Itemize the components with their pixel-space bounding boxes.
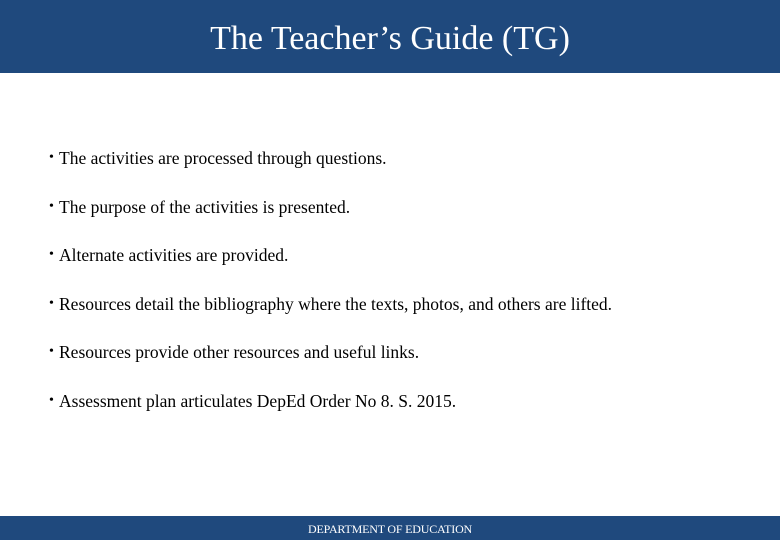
slide-title: The Teacher’s Guide (TG) [210,19,570,57]
bullet-dot-icon: • [49,247,54,262]
bullet-item-6 [49,389,612,438]
bullet-item-3 [49,243,612,292]
footer-bar [0,516,780,540]
bullet-dot-icon: • [49,392,54,408]
bullet-item-1 [49,146,612,195]
bullet-dot-icon: • [49,198,54,214]
bullet-list [49,146,612,437]
bullet-text: The activities are processed through questions. [59,148,387,168]
bullet-item-2 [49,195,612,244]
bullet-text: Assessment plan articulates DepEd Order No 8. S. 2015. [59,390,457,411]
bullet-text: The purpose of the activities is presented. [59,196,351,217]
bullet-text: Resources detail the bibliography where the texts, photos, and others are lifted. [59,293,613,314]
bullet-text: Resources provide other resources and useful links. [59,342,420,362]
bullet-dot-icon: • [49,344,54,359]
title-bar [0,0,780,73]
bullet-item-5 [49,340,612,389]
bullet-item-4 [49,292,612,341]
footer-text: DEPARTMENT OF EDUCATION [307,521,473,536]
bullet-dot-icon: • [49,295,54,311]
bullet-text: Alternate activities are provided. [59,245,289,265]
bullet-dot-icon: • [49,150,54,165]
